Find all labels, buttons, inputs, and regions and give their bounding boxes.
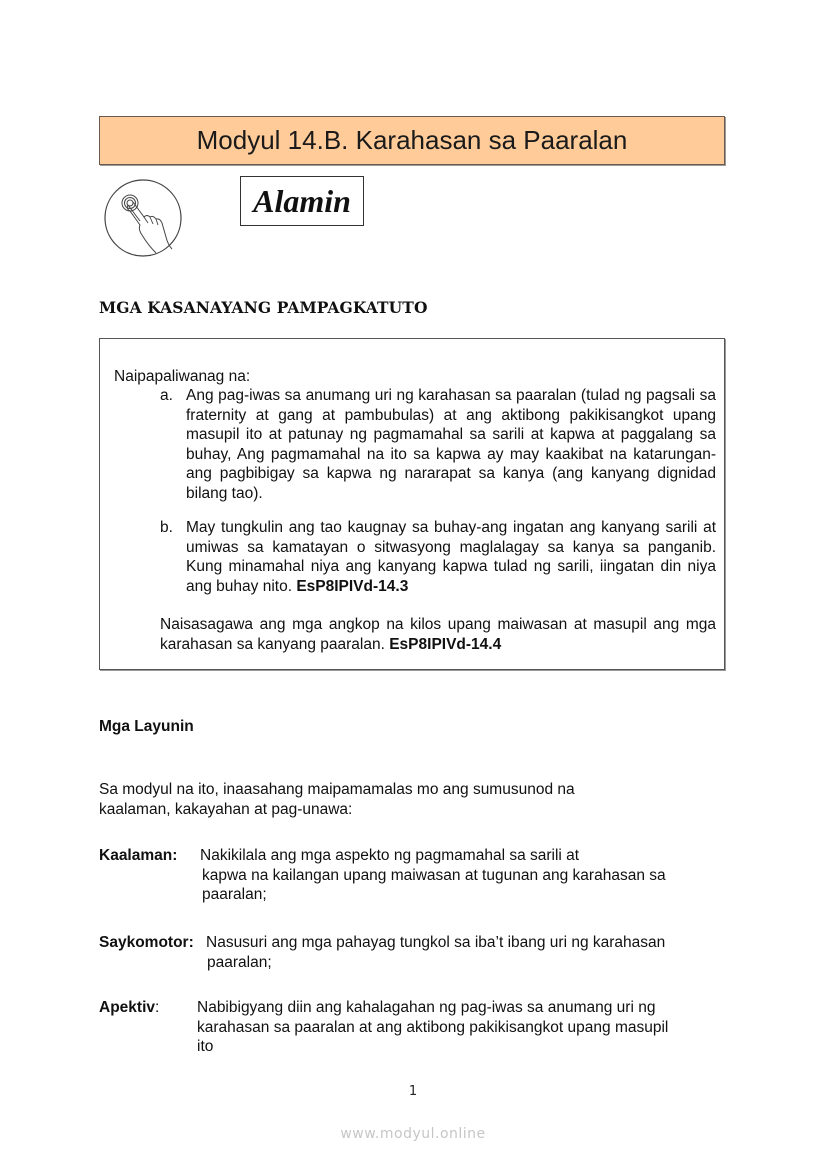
objective-line: kapwa na kailangan upang maiwasan at tugunan ang karahasan sa — [202, 866, 666, 884]
objective-line: paaralan; — [202, 886, 267, 903]
objective-label-apektiv — [99, 998, 159, 1018]
objective-line: Nakikilala ang mga aspekto ng pagmamahal sa sarili at — [200, 847, 580, 864]
competency-closing — [160, 615, 716, 654]
objective-label-saykomotor: Saykomotor: — [99, 934, 194, 951]
objective-line: Nabibigyang diin ang kahalagahan ng pag-iwas sa anumang uri ng — [197, 999, 656, 1016]
competency-letter: a. — [160, 387, 173, 404]
competencies-intro: Naipapaliwanag na: — [114, 368, 251, 385]
competency-code: EsP8IPIVd-14.3 — [296, 577, 409, 595]
objective-label-colon: : — [155, 999, 160, 1016]
touch-hand-icon — [104, 179, 182, 257]
objectives-intro-line: kaalaman, kakayahan at pag-unawa: — [99, 800, 353, 818]
objective-text-kaalaman — [200, 846, 720, 905]
competency-letter: b. — [160, 519, 173, 536]
watermark: www.modyul.online — [340, 1126, 486, 1142]
objective-line: paaralan; — [207, 953, 272, 971]
section-label: Alamin — [253, 182, 351, 219]
objective-text-apektiv — [197, 998, 717, 1057]
objectives-heading: Mga Layunin — [99, 718, 194, 735]
competency-text: Ang pag-iwas sa anumang uri ng karahasan sa paaralan (tulad ng pagsali sa fraternity at gang at pambubulas) at ang aktibong pakikisangkot upang masupil ito at patunay ng pagmamahal sa sarili at kapwa at paggalang sa buhay, Ang pagmamahal na ito sa kapwa ay may kaakibat na katarungan-ang pagbibigay sa kapwa ng nararapat sa kanya (ang kanyang dignidad bilang tao). — [186, 387, 716, 502]
objectives-intro — [99, 780, 659, 819]
module-title-bar — [99, 116, 725, 165]
competency-closing-text: Naisasagawa ang mga angkop na kilos upang maiwasan at masupil ang mga karahasan sa kanyang paaralan. — [160, 616, 716, 653]
objective-line: ito — [197, 1038, 214, 1055]
objective-line: Nasusuri ang mga pahayag tungkol sa iba’t ibang uri ng karahasan — [206, 934, 666, 951]
competencies-heading: MGA KASANAYANG PAMPAGKATUTO — [99, 298, 428, 317]
section-label-box — [240, 176, 364, 226]
competency-code: EsP8IPIVd-14.4 — [389, 635, 502, 653]
objective-label-text: Apektiv — [99, 999, 155, 1016]
objective-label-kaalaman: Kaalaman: — [99, 847, 178, 864]
module-title: Modyul 14.B. Karahasan sa Paaralan — [196, 125, 628, 155]
competency-item-a — [186, 386, 716, 503]
objective-text-saykomotor — [206, 933, 726, 972]
objective-line: karahasan sa paaralan at ang aktibong pakikisangkot upang masupil — [197, 1018, 669, 1036]
competency-item-b — [186, 518, 716, 596]
objectives-intro-line: Sa modyul na ito, inaasahang maipamamalas mo ang sumusunod na — [99, 781, 575, 798]
competency-text: May tungkulin ang tao kaugnay sa buhay-ang ingatan ang kanyang sarili at umiwas sa kamatayan o sitwasyong maglalagay sa kanya sa panganib. Kung minamahal niya ang kanyang kapwa tulad ng sarili, iingatan din niya ang buhay nito. — [186, 519, 716, 595]
page-number: 1 — [408, 1084, 418, 1099]
